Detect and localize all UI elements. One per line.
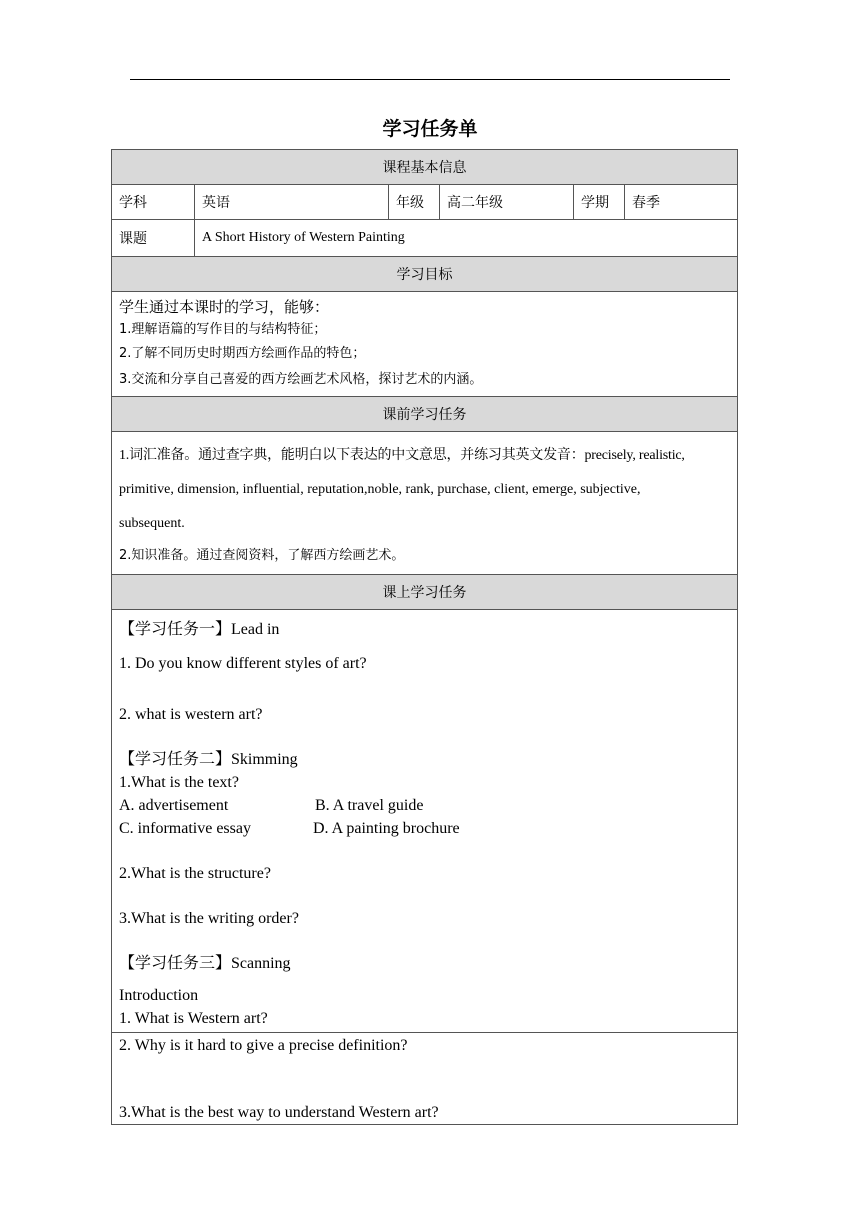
task1-question: 1. Do you know different styles of art? — [119, 654, 367, 672]
goal-item: 1.理解语篇的写作目的与结构特征； — [119, 322, 327, 337]
task3-question: 1. What is Western art? — [119, 1009, 268, 1027]
topic-label: 课题 — [112, 220, 195, 257]
goals-intro: 学生通过本课时的学习，能够： — [119, 298, 330, 316]
grade-value: 高二年级 — [440, 185, 574, 220]
section-pre-class: 课前学习任务 — [112, 397, 738, 432]
section-basic-info: 课程基本信息 — [112, 150, 738, 185]
option-d: D. A painting brochure — [313, 819, 460, 837]
task3-question: 3.What is the best way to understand Western art? — [119, 1104, 439, 1121]
task2-options-row — [119, 795, 730, 817]
topic-value: A Short History of Western Painting — [195, 220, 738, 257]
goal-item: 3.交流和分享自己喜爱的西方绘画艺术风格，探讨艺术的内涵。 — [119, 372, 483, 387]
task3-question: 2. Why is it hard to give a precise definition? — [119, 1037, 408, 1054]
pre-vocab-line: subsequent. — [119, 516, 185, 531]
task2-question: 1.What is the text? — [119, 773, 239, 791]
subject-value: 英语 — [195, 185, 389, 220]
in-class-cell — [112, 610, 738, 1033]
option-b: B. A travel guide — [315, 796, 424, 814]
task2-question: 3.What is the writing order? — [119, 909, 299, 927]
task3-subheading: Introduction — [119, 986, 199, 1004]
task-sheet-table — [111, 149, 738, 1125]
task2-options-row — [119, 818, 730, 840]
pre-vocab-line: primitive, dimension, influential, reputation,noble, rank, purchase, client, emerge, subjective, — [119, 482, 641, 497]
task2-heading: 【学习任务二】Skimming — [119, 750, 298, 768]
task2-question: 2.What is the structure? — [119, 864, 271, 882]
option-c: C. informative essay — [119, 819, 251, 837]
section-in-class: 课上学习任务 — [112, 575, 738, 610]
option-a: A. advertisement — [119, 796, 229, 814]
goals-cell — [112, 292, 738, 397]
section-goals: 学习目标 — [112, 257, 738, 292]
continuation-cell — [112, 1033, 738, 1125]
grade-label: 年级 — [389, 185, 440, 220]
pre-class-cell — [112, 432, 738, 575]
task1-heading: 【学习任务一】Lead in — [119, 620, 280, 638]
task3-heading: 【学习任务三】Scanning — [119, 954, 291, 972]
header-rule — [130, 79, 730, 80]
term-label: 学期 — [574, 185, 625, 220]
subject-label: 学科 — [112, 185, 195, 220]
task1-question: 2. what is western art? — [119, 705, 263, 723]
goal-item: 2.了解不同历史时期西方绘画作品的特色； — [119, 346, 366, 361]
term-value: 春季 — [625, 185, 738, 220]
pre-knowledge-line: 2.知识准备。通过查阅资料，了解西方绘画艺术。 — [119, 548, 405, 563]
page-title: 学习任务单 — [382, 118, 478, 140]
pre-vocab-line: 1.词汇准备。通过查字典，能明白以下表达的中文意思，并练习其英文发音：precisely, realistic, — [119, 448, 685, 463]
